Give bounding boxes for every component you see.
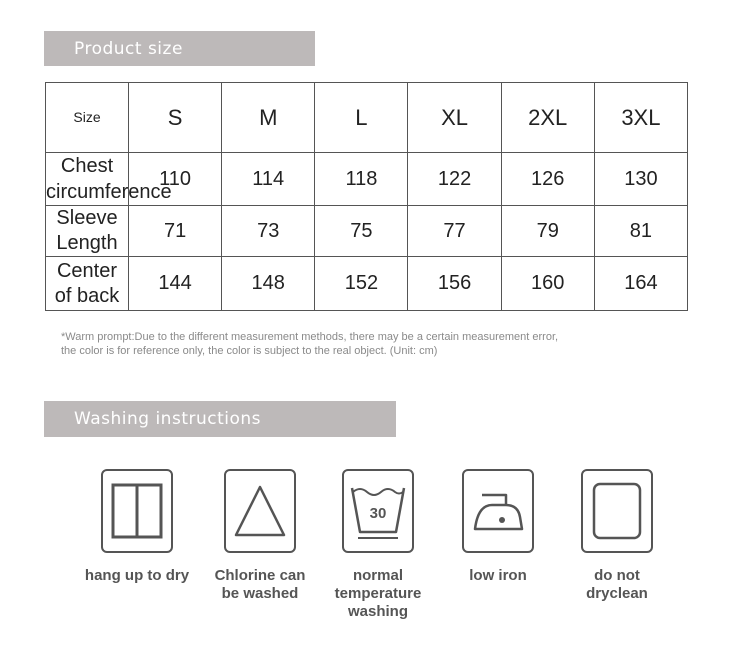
wash-30-icon — [342, 469, 414, 553]
washing-title: Washing instructions — [74, 409, 262, 429]
size-cell: S — [129, 83, 222, 153]
wash-label — [542, 567, 692, 603]
wash-label-line: dryclean — [586, 585, 648, 602]
value-cell: 114 — [222, 153, 315, 206]
value-cell: 73 — [222, 206, 315, 257]
size-header-label: Size — [46, 83, 129, 153]
value-cell: 77 — [408, 206, 501, 257]
wash-label-line: normal — [352, 567, 403, 584]
row-label-line: of back — [54, 284, 120, 307]
measurement-note — [61, 330, 701, 358]
product-size-title: Product size — [74, 38, 183, 59]
value-cell: 130 — [594, 153, 687, 206]
low-iron-icon — [462, 469, 534, 553]
value-cell: 164 — [594, 257, 687, 311]
wash-label-line: Chlorine can — [214, 567, 306, 584]
wash-temperature: 30 — [369, 505, 387, 522]
value-cell: 160 — [501, 257, 594, 311]
value-cell: 110 — [129, 153, 222, 206]
wash-label-line: do not — [594, 567, 640, 584]
wash-label-line: be washed — [221, 585, 299, 602]
value-cell: 81 — [594, 206, 687, 257]
product-size-banner — [44, 31, 315, 66]
row-label-sleeve — [46, 206, 129, 257]
size-cell: 2XL — [501, 83, 594, 153]
value-cell: 75 — [315, 206, 408, 257]
value-cell: 71 — [129, 206, 222, 257]
wash-label-line: hang up to dry — [84, 567, 190, 584]
table-row-sleeve — [46, 206, 688, 257]
row-label-back — [46, 257, 129, 311]
value-cell: 144 — [129, 257, 222, 311]
size-cell: M — [222, 83, 315, 153]
table-row-chest — [46, 153, 688, 206]
row-label-line: Center — [56, 259, 118, 282]
size-cell: L — [315, 83, 408, 153]
row-label-line: Sleeve — [56, 207, 118, 229]
value-cell: 79 — [501, 206, 594, 257]
size-header-row — [46, 83, 688, 153]
value-cell: 122 — [408, 153, 501, 206]
size-table — [45, 82, 688, 311]
value-cell: 152 — [315, 257, 408, 311]
wash-item-no-dryclean — [542, 469, 692, 603]
value-cell: 156 — [408, 257, 501, 311]
row-label-line: Length — [56, 232, 118, 254]
wash-label-line: temperature — [334, 585, 422, 602]
value-cell: 126 — [501, 153, 594, 206]
value-cell: 148 — [222, 257, 315, 311]
wash-label-line: low iron — [469, 567, 527, 584]
size-cell: 3XL — [594, 83, 687, 153]
wash-label-line: washing — [347, 603, 408, 620]
chlorine-triangle-icon — [224, 469, 296, 553]
size-cell: XL — [408, 83, 501, 153]
note-line: *Warm prompt:Due to the different measurement methods, there may be a certain measurement error, — [61, 331, 559, 343]
table-row-back — [46, 257, 688, 311]
row-label-chest — [46, 153, 172, 206]
row-label-line: Chest — [60, 155, 114, 177]
row-label-line: circumference — [46, 181, 172, 203]
hang-dry-icon — [101, 469, 173, 553]
no-dryclean-icon — [581, 469, 653, 553]
washing-banner — [44, 401, 396, 437]
note-line: the color is for reference only, the color is subject to the real object. (Unit: cm) — [61, 345, 438, 357]
value-cell: 118 — [315, 153, 408, 206]
